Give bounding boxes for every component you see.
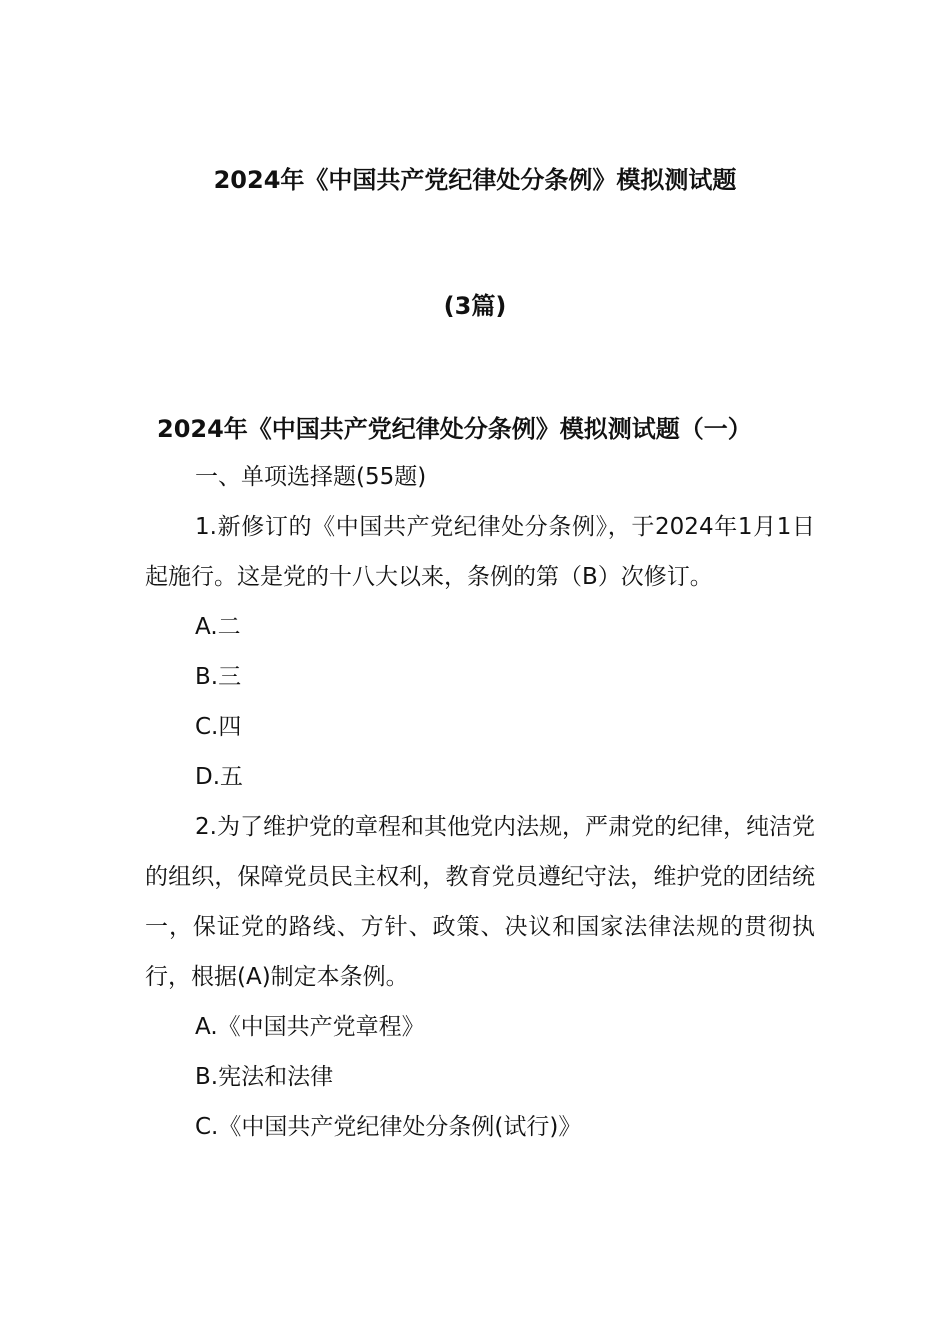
- question-1: 1.新修订的《中国共产党纪律处分条例》，于2024年1月1日起施行。这是党的十八大以来，条例的第（B）次修订。: [145, 514, 815, 590]
- document-subtitle: (3篇): [443, 292, 507, 320]
- question-2-option-c: C.《中国共产党纪律处分条例(试行)》: [195, 1114, 582, 1140]
- document-body: [145, 452, 815, 1152]
- question-1-option-c: C.四: [195, 714, 242, 740]
- question-2-option-b: B.宪法和法律: [195, 1064, 334, 1090]
- section-title: 2024年《中国共产党纪律处分条例》模拟测试题（一）: [157, 415, 752, 443]
- question-2: 2.为了维护党的章程和其他党内法规，严肃党的纪律，纯洁党的组织，保障党员民主权利，教育党员遵纪守法，维护党的团结统一，保证党的路线、方针、政策、决议和国家法律法规的贯彻执行，根据(A)制定本条例。: [145, 814, 815, 990]
- question-1-option-a: A.二: [195, 614, 241, 640]
- question-1-option-b: B.三: [195, 664, 242, 690]
- part-heading: 一、单项选择题(55题): [195, 464, 427, 490]
- question-1-option-d: D.五: [195, 764, 244, 790]
- document-title: 2024年《中国共产党纪律处分条例》模拟测试题: [213, 166, 737, 194]
- question-2-option-a: A.《中国共产党章程》: [195, 1014, 425, 1040]
